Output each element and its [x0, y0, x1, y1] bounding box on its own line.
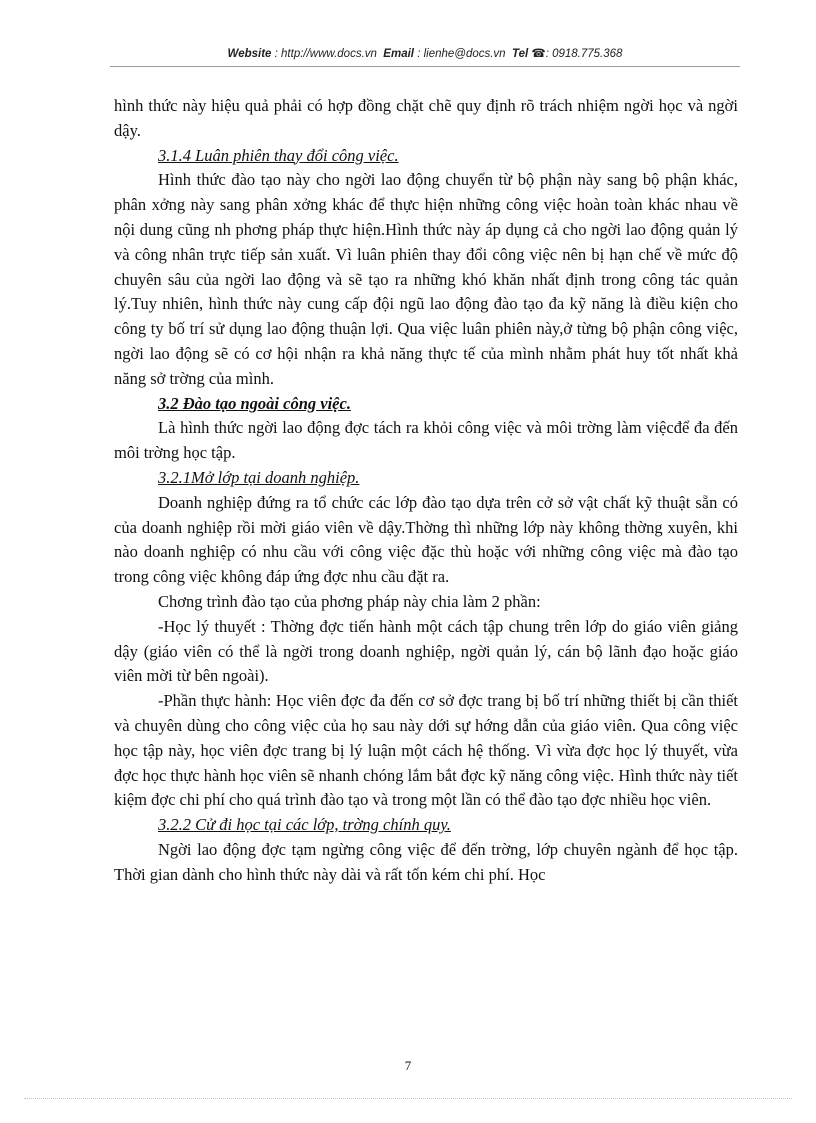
- section-heading-3-2-1: 3.2.1Mở lớp tại doanh nghiệp.: [158, 467, 360, 487]
- page-number: 7: [404, 1058, 412, 1073]
- website-value: : http://www.docs.vn: [274, 48, 377, 60]
- paragraph: Ngời lao động đợc tạm ngừng công việc để đến trờng, lớp chuyên ngành để học tập. Thời gian dành cho hình thức này dài và rất tốn kém chi phí. Học: [114, 839, 738, 884]
- paragraph: Hình thức đào tạo này cho ngời lao động chuyển từ bộ phận này sang bộ phận khác, phân xởng này sang phân xởng khác để thực hiện những công việc hoàn toàn khác nhau về nội dung cũng nh phơng pháp thực hiện.Hình thức này áp dụng cả cho ngời lao động quản lý và công nhân trực tiếp sản xuất. Vì luân phiên thay đổi công việc nên bị hạn chế về mức độ chuyên sâu của ngời lao động và sẽ tạo ra những khó khăn nhất định trong công tác quản lý.Tuy nhiên, hình thức này cung cấp đội ngũ lao động đào tạo đa kỹ năng là điều kiện cho công ty bố trí sử dụng lao động thuận lợi. Qua việc luân phiên này,ở từng bộ phận công việc, ngời lao động sẽ có cơ hội nhận ra khả năng thực tế của mình nhằm phát huy tốt nhất khả năng sở trờng của mình.: [114, 170, 738, 388]
- section-heading-3-2-2: 3.2.2 Cử đi học tại các lớp, trờng chính quy.: [158, 815, 451, 835]
- paragraph: Là hình thức ngời lao động đợc tách ra khỏi công việc và môi trờng làm việcđể đa đến môi trờng học tập.: [114, 418, 738, 463]
- paragraph: hình thức này hiệu quả phải có hợp đồng chặt chẽ quy định rõ trách nhiệm ngời học và ngời dậy.: [114, 96, 738, 140]
- document-body: [114, 94, 738, 888]
- tel-value: : 0918.775.368: [545, 48, 623, 60]
- header-divider: [110, 66, 740, 67]
- email-value: : lienhe@docs.vn: [417, 48, 506, 60]
- tel-label: Tel: [511, 48, 529, 60]
- section-heading-3-2: 3.2 Đào tạo ngoài công việc.: [158, 393, 351, 413]
- telephone-icon: ☎: [531, 48, 546, 60]
- paragraph: Chơng trình đào tạo của phơng pháp này chia làm 2 phần:: [158, 591, 541, 611]
- email-label: Email: [383, 48, 414, 60]
- section-heading-3-1-4: 3.1.4 Luân phiên thay đổi công việc.: [158, 145, 399, 165]
- website-label: Website: [227, 48, 272, 60]
- paragraph: -Phần thực hành: Học viên đợc đa đến cơ sở đợc trang bị bố trí những thiết bị cần thiết và chuyên dùng cho công việc của họ sau này dới sự hớng dẫn của giáo viên. Qua công việc học tập này, học viên đợc trang bị lý luận một cách hệ thống. Vì vừa đợc học lý thuyết, vừa đợc học thực hành học viên sẽ nhanh chóng lắm bắt đợc kỹ năng công việc. Hình thức này tiết kiệm đợc chi phí cho quá trình đào tạo và trong một lần có thể đào tạo đợc nhiều học viên.: [114, 691, 738, 810]
- page-bottom-border: [24, 1098, 792, 1099]
- paragraph: Doanh nghiệp đứng ra tổ chức các lớp đào tạo dựa trên cở sở vật chất kỹ thuật sẵn có của doanh nghiệp rồi mời giáo viên về dậy.Thờng thì những lớp này không thờng xuyên, khi nào doanh nghiệp có nhu cầu với công việc đặc thù hoặc với những công việc mà đào tạo trong công việc không đáp ứng đợc nhu cầu đặt ra.: [114, 492, 738, 587]
- paragraph: -Học lý thuyết : Thờng đợc tiến hành một cách tập chung trên lớp do giáo viên giảng dậy (giáo viên có thể là ngời trong doanh nghiệp, ngời quản lý, cán bộ lãnh đạo hoặc giáo viên mời từ bên ngoài).: [114, 616, 738, 686]
- page-header: [110, 46, 740, 60]
